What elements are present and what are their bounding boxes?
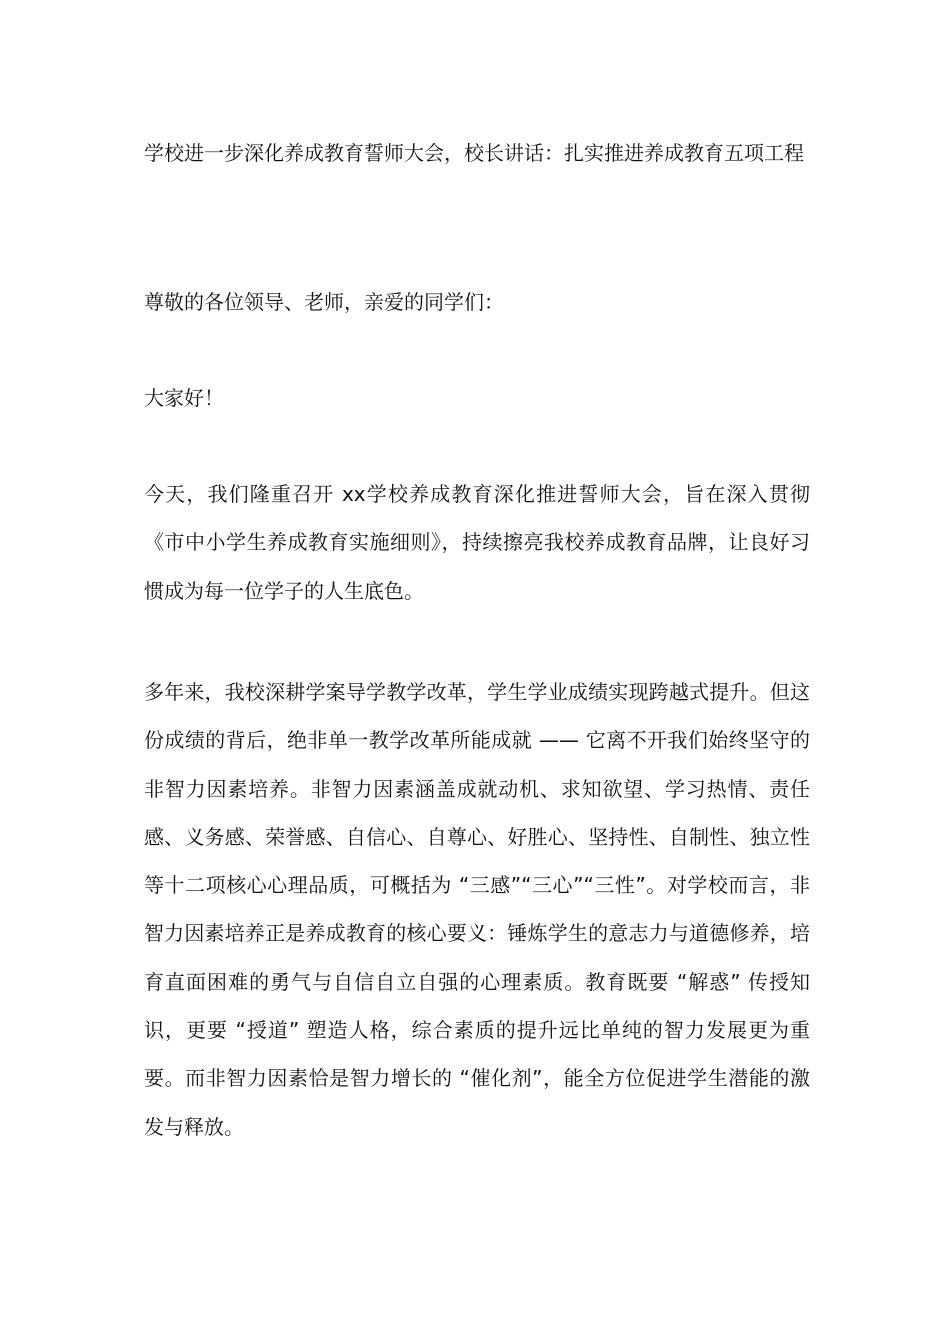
document-page: [144, 0, 810, 1344]
body-paragraph-1: 今天，我们隆重召开 xx学校养成教育深化推进誓师大会，旨在深入贯彻《市中小学生养成教育实施细则》，持续擦亮我校养成教育品牌，让良好习惯成为每一位学子的人生底色。: [144, 482, 810, 603]
document-title: 学校进一步深化养成教育誓师大会，校长讲话：扎实推进养成教育五项工程: [144, 141, 804, 165]
body-paragraph-2: 多年来，我校深耕学案导学教学改革，学生学业成绩实现跨越式提升。但这份成绩的背后，绝非单一教学改革所能成就 —— 它离不开我们始终坚守的非智力因素培养。非智力因素涵盖成就动机、求知欲望、学习热情、责任感、义务感、荣誉感、自信心、自尊心、好胜心、坚持性、自制性、独立性等十二项核心心理品质，可概括为 “三感”“三心”“三性”。对学校而言，非智力因素培养正是养成教育的核心要义：锤炼学生的意志力与道德修养，培育直面困难的勇气与自信自立自强的心理素质。教育既要 “解惑” 传授知识，更要 “授道” 塑造人格，综合素质的提升远比单纯的智力发展更为重要。而非智力因素恰是智力增长的 “催化剂”，能全方位促进学生潜能的激发与释放。: [144, 680, 810, 1139]
salutation: 尊敬的各位领导、老师，亲爱的同学们：: [144, 290, 504, 314]
greeting: 大家好！: [144, 386, 224, 410]
